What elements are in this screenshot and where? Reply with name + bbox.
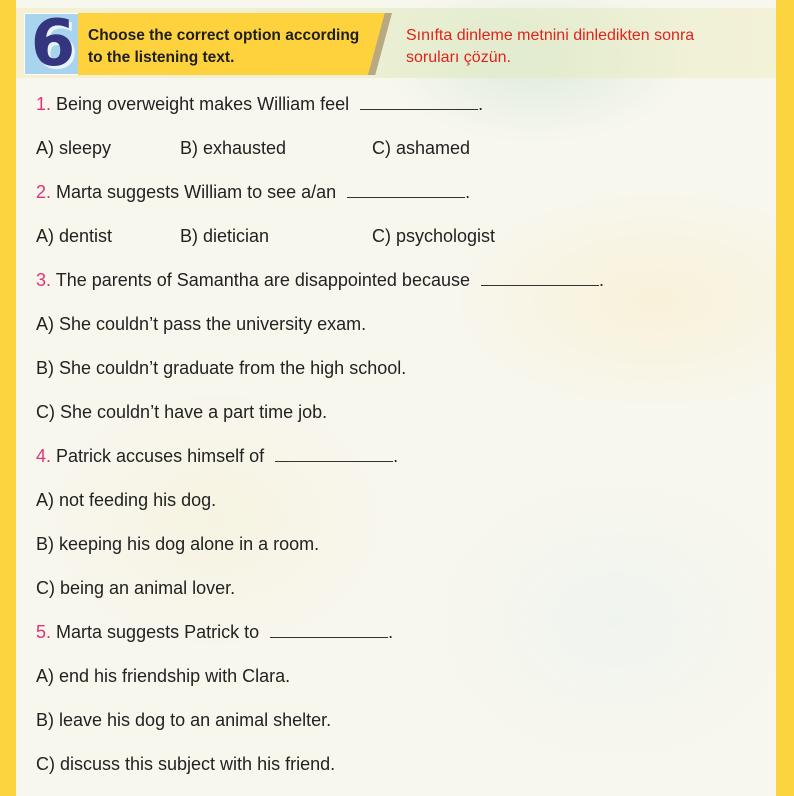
question-number: 3. <box>36 270 52 290</box>
question-number: 2. <box>36 182 52 202</box>
question-4 <box>36 446 398 467</box>
option-b[interactable]: B) exhausted <box>180 138 287 158</box>
answer-blank[interactable] <box>360 94 478 110</box>
option-b[interactable]: B) dietician <box>180 226 270 246</box>
question-text: Marta suggests William to see a/an <box>56 182 337 202</box>
instruction-line1: Sınıfta dinleme metnini dinledikten sonra <box>406 27 695 44</box>
question-number: 1. <box>36 94 52 114</box>
question-end: . <box>599 270 605 290</box>
exercise-title-line1: Choose the correct option according <box>88 27 360 44</box>
question-end: . <box>478 94 484 114</box>
option-a[interactable]: A) dentist <box>36 226 113 246</box>
option-c[interactable]: C) ashamed <box>372 138 471 158</box>
option-c[interactable]: C) She couldn’t have a part time job. <box>36 402 328 422</box>
option-a[interactable]: A) She couldn’t pass the university exam. <box>36 314 367 334</box>
question-end: . <box>465 182 471 202</box>
question-text: The parents of Samantha are disappointed because <box>55 270 470 290</box>
worksheet-page <box>16 0 776 796</box>
instruction-text <box>406 25 766 69</box>
option-c[interactable]: C) being an animal lover. <box>36 578 236 598</box>
question-end: . <box>388 622 394 642</box>
answer-blank[interactable] <box>481 270 599 286</box>
question-1 <box>36 94 483 115</box>
exercise-title-line2: to the listening text. <box>88 49 235 66</box>
option-b[interactable]: B) keeping his dog alone in a room. <box>36 534 320 554</box>
answer-blank[interactable] <box>347 182 465 198</box>
question-3 <box>36 270 604 291</box>
option-a[interactable]: A) sleepy <box>36 138 112 158</box>
question-end: . <box>393 446 399 466</box>
option-a[interactable]: A) end his friendship with Clara. <box>36 666 291 686</box>
question-text: Marta suggests Patrick to <box>56 622 260 642</box>
exercise-number: 6 <box>30 7 76 81</box>
question-text: Patrick accuses himself of <box>56 446 265 466</box>
instruction-line2: soruları çözün. <box>406 49 511 66</box>
question-2 <box>36 182 470 203</box>
option-b[interactable]: B) leave his dog to an animal shelter. <box>36 710 332 730</box>
option-a[interactable]: A) not feeding his dog. <box>36 490 217 510</box>
answer-blank[interactable] <box>275 446 393 462</box>
question-number: 5. <box>36 622 52 642</box>
answer-blank[interactable] <box>270 622 388 638</box>
option-c[interactable]: C) discuss this subject with his friend. <box>36 754 336 774</box>
option-c[interactable]: C) psychologist <box>372 226 496 246</box>
exercise-title <box>88 25 388 69</box>
question-5 <box>36 622 393 643</box>
question-number: 4. <box>36 446 52 466</box>
exercise-number-badge <box>24 7 80 81</box>
question-text: Being overweight makes William feel <box>56 94 350 114</box>
option-b[interactable]: B) She couldn’t graduate from the high school. <box>36 358 407 378</box>
